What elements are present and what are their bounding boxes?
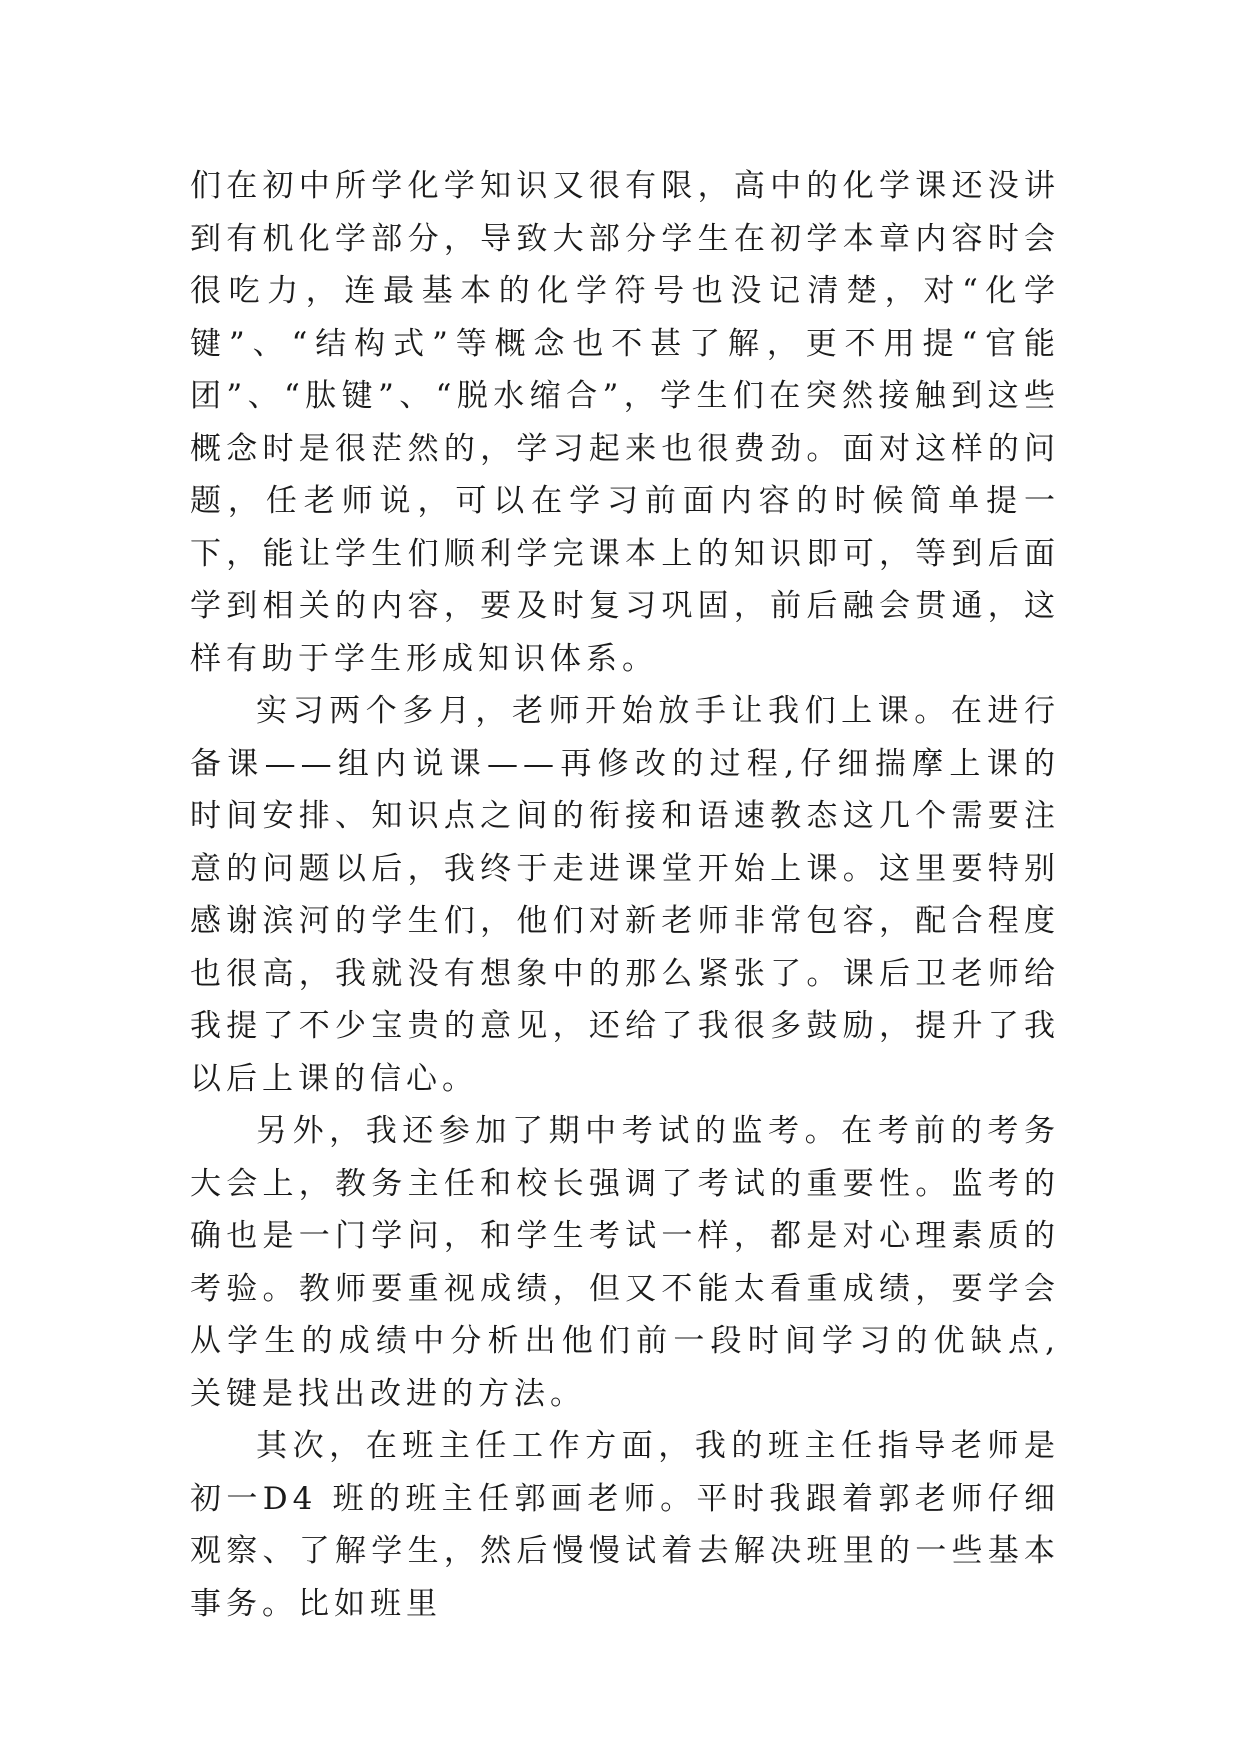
paragraph-2: 实习两个多月，老师开始放手让我们上课。在进行备课——组内说课——再修改的过程,仔细揣摩上课的时间安排、知识点之间的衔接和语速教态这几个需要注意的问题以后，我终于走进课堂开始上课。这里要特别感谢滨河的学生们，他们对新老师非常包容，配合程度也很高，我就没有想象中的那么紧张了。课后卫老师给我提了不少宝贵的意见，还给了我很多鼓励，提升了我以后上课的信心。 bbox=[190, 693, 1060, 1097]
paragraph-3: 另外，我还参加了期中考试的监考。在考前的考务大会上，教务主任和校长强调了考试的重要性。监考的确也是一门学问，和学生考试一样，都是对心理素质的考验。教师要重视成绩，但又不能太看重成绩，要学会从学生的成绩中分析出他们前一段时间学习的优缺点,关键是找出改进的方法。 bbox=[190, 1113, 1060, 1412]
document-body bbox=[190, 160, 1060, 1630]
paragraph-1: 们在初中所学化学知识又很有限，高中的化学课还没讲到有机化学部分，导致大部分学生在初学本章内容时会很吃力，连最基本的化学符号也没记清楚，对“化学键”、“结构式”等概念也不甚了解，更不用提“官能团”、“肽键”、“脱水缩合”，学生们在突然接触到这些概念时是很茫然的，学习起来也很费劲。面对这样的问题，任老师说，可以在学习前面内容的时候简单提一下，能让学生们顺利学完课本上的知识即可，等到后面学到相关的内容，要及时复习巩固，前后融会贯通，这样有助于学生形成知识体系。 bbox=[190, 168, 1060, 677]
paragraph-4: 其次，在班主任工作方面，我的班主任指导老师是初一D4 班的班主任郭画老师。平时我跟着郭老师仔细观察、了解学生，然后慢慢试着去解决班里的一些基本事务。比如班里 bbox=[190, 1428, 1060, 1622]
